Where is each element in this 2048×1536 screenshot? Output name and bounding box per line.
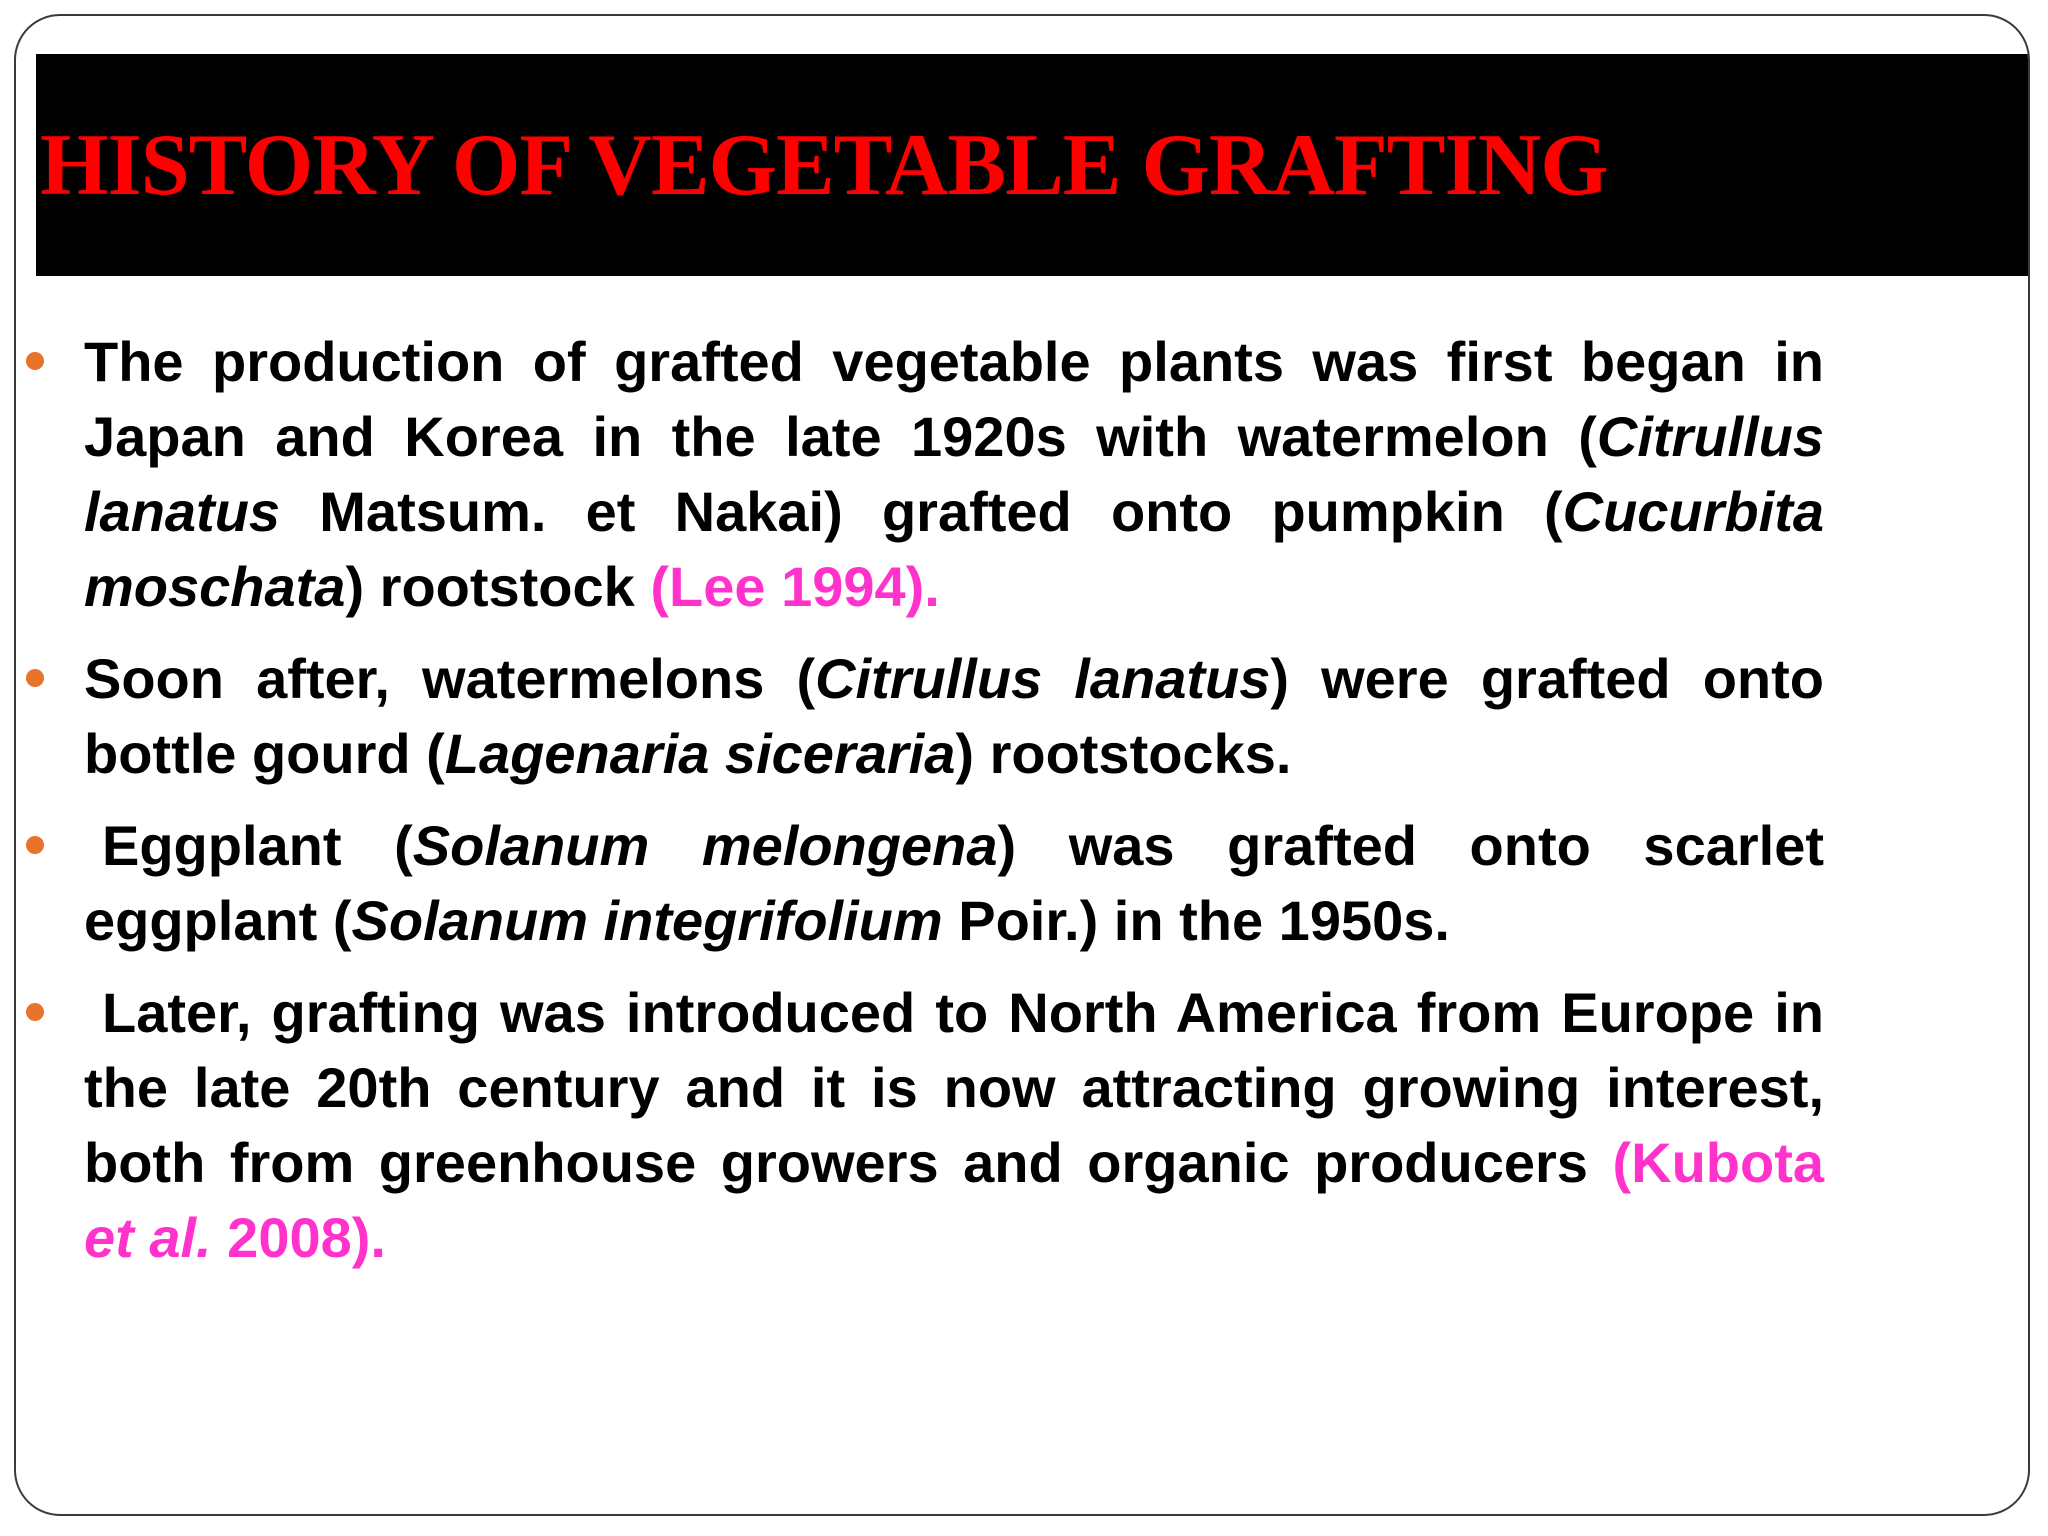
bullet-text: Soon after, watermelons ( bbox=[84, 647, 816, 710]
bullet-text: ) rootstock bbox=[345, 555, 651, 618]
bullet-list bbox=[16, 324, 2030, 1292]
bullet-text: ) were grafted onto bottle gourd ( bbox=[84, 647, 1824, 785]
citation: (Lee 1994). bbox=[650, 555, 940, 618]
bullet-item bbox=[16, 641, 1824, 791]
bullet-dot-icon bbox=[26, 1003, 44, 1021]
species-name: Citrullus lanatus bbox=[84, 405, 1824, 543]
species-name: Lagenaria siceraria bbox=[444, 722, 956, 785]
bullet-item bbox=[16, 324, 1824, 624]
bullet-text: ) rootstocks. bbox=[955, 722, 1292, 785]
bullet-text: Eggplant ( bbox=[102, 814, 413, 877]
bullet-dot-icon bbox=[26, 352, 44, 370]
species-name: Cucurbita moschata bbox=[84, 480, 1824, 618]
species-name: Citrullus lanatus bbox=[815, 647, 1271, 710]
citation-italic: et al. bbox=[84, 1206, 212, 1269]
citation: 2008). bbox=[211, 1206, 386, 1269]
species-name: Solanum integrifolium bbox=[351, 889, 943, 952]
bullet-dot-icon bbox=[26, 669, 44, 687]
slide-title: HISTORY OF VEGETABLE GRAFTING bbox=[40, 117, 1608, 214]
bullet-dot-icon bbox=[26, 836, 44, 854]
bullet-item bbox=[16, 975, 1824, 1275]
bullet-text: Matsum. et Nakai) grafted onto pumpkin ( bbox=[280, 480, 1563, 543]
bullet-text: ) was grafted onto scarlet eggplant ( bbox=[84, 814, 1824, 952]
species-name: Solanum melongena bbox=[412, 814, 998, 877]
slide bbox=[14, 14, 2030, 1516]
bullet-text: Poir.) in the 1950s. bbox=[942, 889, 1450, 952]
citation: (Kubota bbox=[1612, 1131, 1824, 1194]
bullet-text: Later, grafting was introduced to North America from Europe in the late 20th century and it is now attracting growing interest, both from greenhouse growers and organic producers bbox=[84, 981, 1824, 1194]
bullet-item bbox=[16, 808, 1824, 958]
bullet-text: The production of grafted vegetable plants was first began in Japan and Korea in the late 1920s with watermelon ( bbox=[84, 330, 1824, 468]
